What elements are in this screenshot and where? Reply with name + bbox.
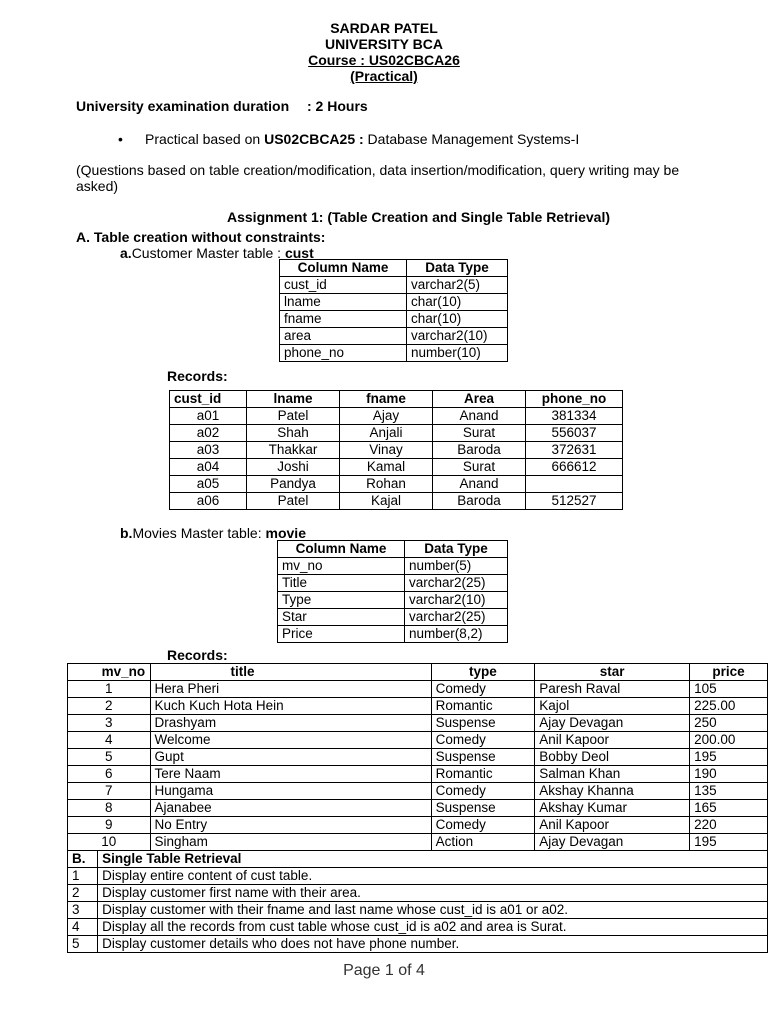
table-cell: No Entry	[150, 817, 431, 834]
table-row	[170, 476, 623, 493]
schema-row	[280, 345, 508, 362]
schema-header: Column Name	[278, 541, 405, 558]
schema-row	[278, 558, 508, 575]
schema-row	[278, 609, 508, 626]
table-row	[68, 783, 768, 800]
records-header: Area	[433, 391, 526, 408]
schema-cell: varchar2(25)	[405, 575, 508, 592]
header-line-1: SARDAR PATEL	[330, 20, 438, 36]
schema-cell: Type	[278, 592, 405, 609]
table-cell: a02	[170, 425, 247, 442]
table-cell: 5	[68, 749, 151, 766]
practical-subject: Database Management Systems-I	[363, 131, 580, 147]
table-cell: Anil Kapoor	[535, 817, 690, 834]
table-cell: Welcome	[150, 732, 431, 749]
question-number: 4	[68, 919, 98, 936]
question-text: Display all the records from cust table whose cust_id is a02 and area is Surat.	[98, 919, 768, 936]
cust-label-text: Customer Master table :	[131, 245, 282, 261]
table-cell: 195	[690, 834, 768, 851]
schema-header: Data Type	[407, 260, 508, 277]
table-cell: Patel	[247, 493, 340, 510]
table-row	[170, 425, 623, 442]
table-cell: 512527	[526, 493, 623, 510]
table-cell: 195	[690, 749, 768, 766]
table-cell: Kamal	[340, 459, 433, 476]
schema-cell: varchar2(10)	[405, 592, 508, 609]
schema-row	[280, 277, 508, 294]
table-cell: a01	[170, 408, 247, 425]
records-header: lname	[247, 391, 340, 408]
table-cell: Akshay Kumar	[535, 800, 690, 817]
table-cell: Drashyam	[150, 715, 431, 732]
schema-cell: Title	[278, 575, 405, 592]
table-cell: Ajanabee	[150, 800, 431, 817]
table-cell: Akshay Khanna	[535, 783, 690, 800]
schema-row	[278, 575, 508, 592]
records-header: fname	[340, 391, 433, 408]
records-header: star	[535, 664, 690, 681]
table-cell: 105	[690, 681, 768, 698]
schema-cell: Price	[278, 626, 405, 643]
table-cell: Ajay Devagan	[535, 715, 690, 732]
schema-header: Column Name	[280, 260, 407, 277]
table-cell: Kajal	[340, 493, 433, 510]
practical-line	[145, 131, 579, 147]
schema-cell: number(10)	[407, 345, 508, 362]
table-cell: Anil Kapoor	[535, 732, 690, 749]
practical-prefix: Practical based on	[145, 131, 265, 147]
header-line-2: UNIVERSITY BCA	[325, 36, 443, 52]
schema-cell: char(10)	[407, 311, 508, 328]
schema-cell: varchar2(5)	[407, 277, 508, 294]
records-header: type	[431, 664, 535, 681]
records-header: price	[690, 664, 768, 681]
table-cell: 381334	[526, 408, 623, 425]
exam-duration-label: University examination duration	[76, 98, 290, 114]
table-cell: Romantic	[431, 766, 535, 783]
schema-row	[280, 328, 508, 345]
cust-label-prefix: a.	[120, 245, 132, 261]
questions-note: (Questions based on table creation/modification, data insertion/modification, query writing may be asked)	[76, 162, 680, 194]
table-row	[170, 459, 623, 476]
table-cell	[526, 476, 623, 493]
question-text: Display customer with their fname and last name whose cust_id is a01 or a02.	[98, 902, 768, 919]
table-cell: Bobby Deol	[535, 749, 690, 766]
question-row	[68, 868, 768, 885]
table-row	[68, 732, 768, 749]
section-b-letter: B.	[68, 851, 98, 868]
cust-schema-table	[279, 259, 508, 362]
table-row	[170, 442, 623, 459]
cust-records-table	[169, 390, 623, 510]
table-cell: a05	[170, 476, 247, 493]
question-row	[68, 885, 768, 902]
table-cell: Baroda	[433, 493, 526, 510]
schema-cell: number(5)	[405, 558, 508, 575]
section-b-header-row	[68, 851, 768, 868]
schema-header: Data Type	[405, 541, 508, 558]
schema-cell: varchar2(10)	[407, 328, 508, 345]
schema-cell: fname	[280, 311, 407, 328]
table-row	[68, 817, 768, 834]
table-cell: Surat	[433, 459, 526, 476]
schema-cell: varchar2(25)	[405, 609, 508, 626]
schema-cell: lname	[280, 294, 407, 311]
table-cell: 135	[690, 783, 768, 800]
movie-label-text: Movies Master table:	[132, 525, 262, 541]
schema-row	[280, 311, 508, 328]
table-cell: 6	[68, 766, 151, 783]
table-cell: a03	[170, 442, 247, 459]
movie-schema-table	[277, 540, 508, 643]
records-header: title	[150, 664, 431, 681]
table-row	[68, 715, 768, 732]
question-number: 1	[68, 868, 98, 885]
table-cell: Singham	[150, 834, 431, 851]
practical-label: (Practical)	[350, 68, 418, 84]
table-row	[68, 698, 768, 715]
movie-label-prefix: b.	[120, 525, 133, 541]
table-cell: Suspense	[431, 800, 535, 817]
table-cell: a06	[170, 493, 247, 510]
table-cell: Suspense	[431, 715, 535, 732]
question-row	[68, 919, 768, 936]
table-cell: Ajay Devagan	[535, 834, 690, 851]
schema-row	[280, 294, 508, 311]
table-cell: 165	[690, 800, 768, 817]
table-row	[68, 834, 768, 851]
table-cell: Ajay	[340, 408, 433, 425]
schema-cell: number(8,2)	[405, 626, 508, 643]
table-cell: Anjali	[340, 425, 433, 442]
schema-cell: area	[280, 328, 407, 345]
table-cell: Baroda	[433, 442, 526, 459]
table-cell: Anand	[433, 476, 526, 493]
table-cell: Tere Naam	[150, 766, 431, 783]
table-cell: 2	[68, 698, 151, 715]
question-number: 3	[68, 902, 98, 919]
schema-cell: cust_id	[280, 277, 407, 294]
question-text: Display entire content of cust table.	[98, 868, 768, 885]
table-cell: 10	[68, 834, 151, 851]
question-row	[68, 902, 768, 919]
table-cell: Comedy	[431, 817, 535, 834]
table-cell: 9	[68, 817, 151, 834]
question-text: Display customer first name with their area.	[98, 885, 768, 902]
table-cell: 3	[68, 715, 151, 732]
table-cell: 8	[68, 800, 151, 817]
table-cell: Comedy	[431, 732, 535, 749]
movie-records-table	[67, 663, 768, 953]
records-header: cust_id	[170, 391, 247, 408]
table-row	[170, 408, 623, 425]
table-cell: Suspense	[431, 749, 535, 766]
table-cell: 7	[68, 783, 151, 800]
table-cell: 556037	[526, 425, 623, 442]
table-row	[68, 800, 768, 817]
table-cell: Patel	[247, 408, 340, 425]
table-cell: 200.00	[690, 732, 768, 749]
practical-code: US02CBCA25 :	[264, 131, 364, 147]
table-row	[68, 681, 768, 698]
table-cell: Gupt	[150, 749, 431, 766]
table-cell: Comedy	[431, 681, 535, 698]
question-number: 2	[68, 885, 98, 902]
question-text: Display customer details who does not have phone number.	[98, 936, 768, 953]
table-row	[170, 493, 623, 510]
section-b-title: Single Table Retrieval	[98, 851, 768, 868]
movie-table-name: movie	[265, 525, 306, 541]
table-cell: Salman Khan	[535, 766, 690, 783]
table-cell: 1	[68, 681, 151, 698]
table-cell: Romantic	[431, 698, 535, 715]
question-row	[68, 936, 768, 953]
records-header: phone_no	[526, 391, 623, 408]
table-cell: Vinay	[340, 442, 433, 459]
table-cell: 4	[68, 732, 151, 749]
assignment-title: Assignment 1: (Table Creation and Single Table Retrieval)	[227, 209, 611, 225]
table-cell: Pandya	[247, 476, 340, 493]
schema-cell: mv_no	[278, 558, 405, 575]
schema-cell: Star	[278, 609, 405, 626]
table-row	[68, 766, 768, 783]
table-cell: Action	[431, 834, 535, 851]
table-cell: Joshi	[247, 459, 340, 476]
cust-table-name: cust	[284, 245, 314, 261]
schema-row	[278, 626, 508, 643]
table-cell: Shah	[247, 425, 340, 442]
course-code: Course : US02CBCA26	[308, 52, 460, 68]
table-cell: 250	[690, 715, 768, 732]
table-cell: Hungama	[150, 783, 431, 800]
cust-records-label: Records:	[167, 368, 228, 384]
records-header-spacer	[68, 664, 98, 681]
question-number: 5	[68, 936, 98, 953]
schema-cell: phone_no	[280, 345, 407, 362]
table-cell: Surat	[433, 425, 526, 442]
schema-row	[278, 592, 508, 609]
records-header: mv_no	[98, 664, 150, 681]
table-cell: Anand	[433, 408, 526, 425]
table-cell: Hera Pheri	[150, 681, 431, 698]
table-cell: 372631	[526, 442, 623, 459]
table-cell: Comedy	[431, 783, 535, 800]
table-cell: 190	[690, 766, 768, 783]
exam-duration-value: : 2 Hours	[307, 98, 368, 114]
table-cell: 225.00	[690, 698, 768, 715]
table-cell: Paresh Raval	[535, 681, 690, 698]
section-a-title: A. Table creation without constraints:	[76, 229, 326, 245]
table-cell: Thakkar	[247, 442, 340, 459]
bullet-icon: •	[118, 131, 123, 147]
table-cell: a04	[170, 459, 247, 476]
table-cell: 666612	[526, 459, 623, 476]
table-cell: Kuch Kuch Hota Hein	[150, 698, 431, 715]
movie-records-label: Records:	[167, 647, 228, 663]
schema-cell: char(10)	[407, 294, 508, 311]
table-cell: Rohan	[340, 476, 433, 493]
page-number: Page 1 of 4	[343, 962, 425, 979]
table-cell: Kajol	[535, 698, 690, 715]
table-cell: 220	[690, 817, 768, 834]
movie-table-label	[120, 525, 306, 541]
table-row	[68, 749, 768, 766]
